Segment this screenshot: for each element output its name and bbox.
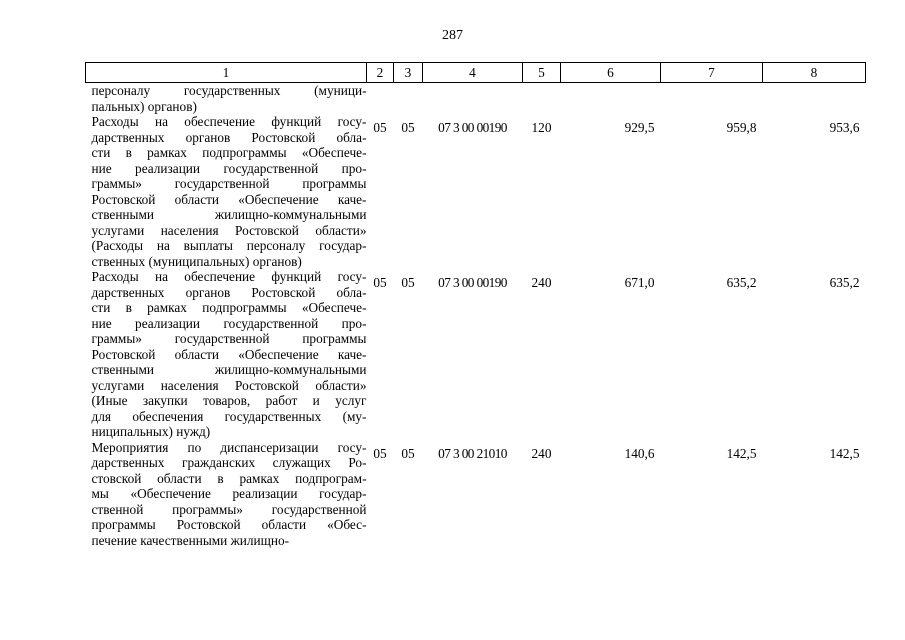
subsection-code: 05	[401, 275, 415, 290]
subsection-code: 05	[401, 120, 415, 135]
description-line: (Иные закупки товаров, работ и услуг	[91, 393, 367, 408]
amount-col-7	[661, 83, 763, 115]
description-line: ственными жилищно-коммунальными	[91, 362, 367, 377]
section-code: 05	[373, 120, 387, 135]
column-header-5: 5	[523, 63, 561, 83]
budget-table	[85, 62, 866, 548]
subsection-code: 05	[401, 445, 415, 461]
description-line: для обеспечения государственных (му-	[91, 408, 367, 424]
amount-col-7: 959,8	[726, 120, 757, 135]
description-line: граммы» государственной программы	[91, 331, 367, 346]
table-row	[86, 440, 866, 549]
target-article-code: 07 3 00 00190	[438, 275, 507, 290]
table-row	[86, 83, 866, 115]
description-line: (Расходы на выплаты персоналу государ-	[91, 238, 367, 253]
description-line: Ростовской области «Обеспечение каче-	[91, 346, 367, 362]
section-code	[367, 83, 394, 115]
column-header-4: 4	[423, 63, 523, 83]
description-line: ственных (муниципальных) органов)	[91, 253, 302, 269]
description-line: ственной программы» государственной	[91, 501, 367, 517]
header-row	[86, 63, 866, 83]
description-line: ниципальных) нужд)	[91, 424, 211, 439]
expense-type-code: 240	[531, 275, 552, 290]
amount-col-6: 929,5	[624, 120, 655, 135]
description-line: сти в рамках подпрограммы «Обеспече-	[91, 300, 367, 315]
amount-col-7: 142,5	[726, 445, 757, 461]
amount-col-8: 953,6	[829, 120, 860, 135]
description-line: персоналу государственных (муници-	[91, 83, 367, 98]
page-number: 287	[442, 28, 463, 43]
description-line: ние реализации государственной про-	[91, 315, 367, 331]
description-line: дарственных органов Ростовской обла-	[91, 129, 367, 145]
column-header-3: 3	[394, 63, 423, 83]
column-header-7: 7	[661, 63, 763, 83]
description-line: услугами населения Ростовской области»	[91, 222, 367, 238]
column-header-1: 1	[86, 63, 367, 83]
description-line: стовской области в рамках подпрограм-	[91, 470, 367, 486]
description-line: сти в рамках подпрограммы «Обеспече-	[91, 145, 367, 160]
subsection-code	[394, 83, 423, 115]
description-line: Расходы на обеспечение функций госу-	[91, 114, 367, 129]
description-line: пальных) органов)	[91, 98, 197, 114]
expense-type-code: 240	[531, 445, 552, 461]
target-article-code	[423, 83, 523, 115]
column-header-8: 8	[763, 63, 866, 83]
amount-col-8: 142,5	[829, 445, 860, 461]
amount-col-7: 635,2	[726, 275, 757, 290]
description-line: Ростовской области «Обеспечение каче-	[91, 191, 367, 207]
description-line: Мероприятия по диспансеризации госу-	[91, 439, 367, 455]
row-description	[86, 269, 367, 440]
target-article-code: 07 3 00 00190	[438, 120, 507, 135]
amount-col-8	[763, 83, 866, 115]
description-line: Расходы на обеспечение функций госу-	[91, 269, 367, 284]
description-line: граммы» государственной программы	[91, 176, 367, 191]
target-article-code: 07 3 00 21010	[438, 445, 507, 461]
description-line: дарственных органов Ростовской обла-	[91, 284, 367, 300]
table-row	[86, 269, 866, 440]
description-line: мы «Обеспечение реализации государ-	[91, 486, 367, 501]
description-line: программы Ростовской области «Обес-	[91, 517, 367, 532]
row-description	[86, 114, 367, 269]
column-header-2: 2	[367, 63, 394, 83]
expense-type-code	[523, 83, 561, 115]
description-line: ственными жилищно-коммунальными	[91, 207, 367, 222]
row-description	[86, 83, 367, 115]
amount-col-6: 671,0	[624, 275, 655, 290]
amount-col-6: 140,6	[624, 445, 655, 461]
row-description	[86, 440, 367, 549]
description-line: ние реализации государственной про-	[91, 160, 367, 176]
table-row	[86, 114, 866, 269]
column-header-6: 6	[561, 63, 661, 83]
section-code: 05	[373, 275, 387, 290]
description-line: услугами населения Ростовской области»	[91, 377, 367, 393]
expense-type-code: 120	[531, 120, 552, 135]
description-line: дарственных гражданских служащих Ро-	[91, 455, 367, 470]
amount-col-6	[561, 83, 661, 115]
section-code: 05	[373, 445, 387, 461]
description-line: печение качественными жилищно-	[91, 532, 290, 548]
amount-col-8: 635,2	[829, 275, 860, 290]
